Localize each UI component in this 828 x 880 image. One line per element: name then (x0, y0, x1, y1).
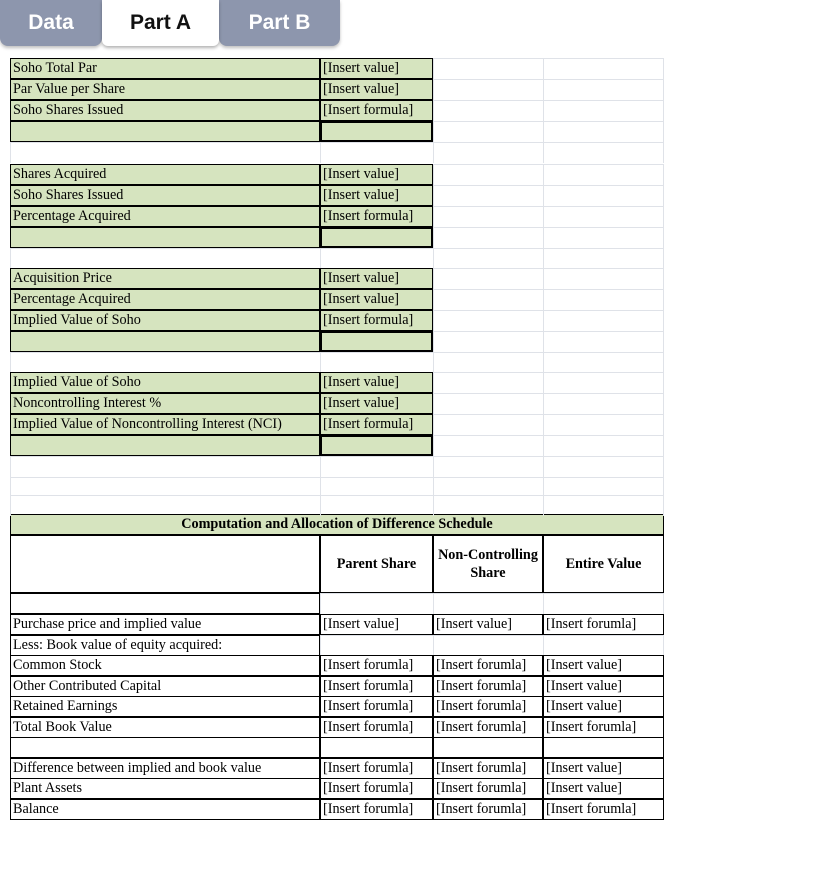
empty-cell[interactable] (10, 248, 320, 269)
row-label-cell[interactable]: Shares Acquired (10, 164, 320, 185)
parent-share-cell[interactable]: [Insert forumla] (320, 758, 433, 779)
header-non-controlling-share (433, 535, 543, 593)
blank-green-cell[interactable] (10, 435, 320, 456)
empty-cell[interactable] (320, 352, 433, 373)
schedule-label-cell[interactable]: Balance (10, 799, 320, 820)
empty-cell[interactable] (543, 58, 664, 79)
empty-cell[interactable] (433, 206, 543, 227)
empty-cell[interactable] (543, 435, 664, 456)
parent-share-cell[interactable]: [Insert forumla] (320, 696, 433, 717)
schedule-label-cell[interactable]: Purchase price and implied value (10, 614, 320, 635)
empty-cell[interactable] (543, 164, 664, 185)
empty-cell[interactable] (543, 495, 664, 516)
row-value-cell[interactable]: [Insert value] (320, 289, 433, 310)
empty-cell[interactable] (10, 593, 320, 614)
empty-cell[interactable] (543, 331, 664, 352)
input-row (10, 268, 664, 289)
schedule-label-cell[interactable]: Total Book Value (10, 717, 320, 738)
empty-cell[interactable] (433, 58, 543, 79)
row-label-cell[interactable]: Par Value per Share (10, 79, 320, 100)
header-entire-value: Entire Value (543, 535, 664, 593)
empty-cell[interactable] (433, 414, 543, 435)
schedule-row (10, 696, 664, 717)
sheet-tabs (0, 0, 340, 47)
entire-value-cell[interactable]: [Insert value] (543, 655, 664, 676)
schedule-row (10, 655, 664, 676)
entire-value-cell[interactable] (543, 737, 664, 758)
schedule-row (10, 737, 664, 758)
nci-share-cell[interactable]: [Insert forumla] (433, 717, 543, 738)
empty-cell[interactable] (433, 121, 543, 142)
empty-cell[interactable] (543, 414, 664, 435)
nci-share-cell[interactable]: [Insert forumla] (433, 655, 543, 676)
empty-cell[interactable] (10, 352, 320, 373)
empty-cell[interactable] (543, 227, 664, 248)
schedule-title: Computation and Allocation of Difference Schedule (10, 514, 664, 535)
row-value-cell[interactable]: [Insert value] (320, 268, 433, 289)
row-value-cell[interactable]: [Insert value] (320, 393, 433, 414)
empty-cell[interactable] (433, 79, 543, 100)
header-parent-share: Parent Share (320, 535, 433, 593)
tab-part-b[interactable]: Part B (219, 0, 340, 46)
parent-share-cell[interactable]: [Insert forumla] (320, 717, 433, 738)
empty-cell[interactable] (433, 352, 543, 373)
schedule-label-cell[interactable]: Plant Assets (10, 778, 320, 799)
schedule-label-cell[interactable]: Common Stock (10, 655, 320, 676)
schedule-row (10, 758, 664, 779)
schedule-row (10, 614, 664, 635)
spacer-row (10, 352, 664, 373)
empty-cell[interactable] (543, 310, 664, 331)
nci-share-cell[interactable] (433, 737, 543, 758)
input-row (10, 289, 664, 310)
empty-cell[interactable] (543, 289, 664, 310)
nci-share-cell[interactable]: [Insert forumla] (433, 676, 543, 697)
empty-cell[interactable] (433, 456, 543, 477)
empty-cell[interactable] (433, 495, 543, 516)
parent-share-cell[interactable]: [Insert forumla] (320, 778, 433, 799)
empty-cell[interactable] (543, 100, 664, 121)
nci-share-cell[interactable] (433, 635, 543, 656)
row-value-cell[interactable]: [Insert formula] (320, 414, 433, 435)
empty-cell[interactable] (543, 593, 664, 614)
row-label-cell[interactable]: Soho Total Par (10, 58, 320, 79)
row-label-cell[interactable]: Soho Shares Issued (10, 100, 320, 121)
empty-cell[interactable] (543, 248, 664, 269)
empty-cell[interactable] (320, 593, 433, 614)
header-nci-line2: Share (470, 565, 506, 581)
input-row (10, 79, 664, 100)
blank-green-cell[interactable] (10, 331, 320, 352)
input-row (10, 414, 664, 435)
empty-cell[interactable] (433, 331, 543, 352)
spacer-row (10, 456, 664, 477)
row-label-cell[interactable]: Soho Shares Issued (10, 185, 320, 206)
row-label-cell[interactable]: Implied Value of Soho (10, 310, 320, 331)
row-label-cell[interactable]: Implied Value of Noncontrolling Interest (NCI) (10, 414, 320, 435)
empty-cell[interactable] (433, 164, 543, 185)
input-row (10, 331, 664, 352)
empty-cell[interactable] (433, 268, 543, 289)
input-row (10, 310, 664, 331)
empty-cell[interactable] (433, 593, 543, 614)
schedule-row (10, 778, 664, 799)
row-value-cell[interactable]: [Insert formula] (320, 310, 433, 331)
empty-cell[interactable] (543, 206, 664, 227)
empty-cell[interactable] (433, 435, 543, 456)
tab-data[interactable]: Data (0, 0, 102, 46)
blank-green-cell[interactable] (320, 331, 433, 352)
parent-share-cell[interactable]: [Insert forumla] (320, 799, 433, 820)
empty-cell[interactable] (433, 248, 543, 269)
row-value-cell[interactable]: [Insert formula] (320, 206, 433, 227)
input-row (10, 100, 664, 121)
schedule-row (10, 676, 664, 697)
input-row (10, 372, 664, 393)
entire-value-cell[interactable]: [Insert value] (543, 676, 664, 697)
empty-cell[interactable] (433, 310, 543, 331)
nci-share-cell[interactable]: [Insert forumla] (433, 778, 543, 799)
entire-value-cell[interactable]: [Insert forumla] (543, 614, 664, 635)
entire-value-cell[interactable]: [Insert forumla] (543, 717, 664, 738)
empty-cell[interactable] (10, 495, 320, 516)
empty-cell[interactable] (543, 372, 664, 393)
schedule-row (10, 635, 664, 656)
empty-cell[interactable] (543, 393, 664, 414)
input-row (10, 206, 664, 227)
header-blank-cell[interactable] (10, 535, 320, 593)
schedule-label-cell[interactable] (10, 737, 320, 758)
empty-cell[interactable] (433, 185, 543, 206)
empty-cell[interactable] (543, 352, 664, 373)
row-value-cell[interactable]: [Insert value] (320, 164, 433, 185)
empty-cell[interactable] (433, 142, 543, 163)
parent-share-cell[interactable] (320, 635, 433, 656)
empty-cell[interactable] (543, 142, 664, 163)
input-row (10, 435, 664, 456)
entire-value-cell[interactable]: [Insert value] (543, 696, 664, 717)
row-value-cell[interactable]: [Insert value] (320, 372, 433, 393)
row-label-cell[interactable]: Noncontrolling Interest % (10, 393, 320, 414)
blank-green-cell[interactable] (320, 227, 433, 248)
empty-cell[interactable] (433, 100, 543, 121)
blank-green-cell[interactable] (10, 227, 320, 248)
empty-cell[interactable] (543, 121, 664, 142)
schedule-label-cell[interactable]: Retained Earnings (10, 696, 320, 717)
parent-share-cell[interactable]: [Insert forumla] (320, 655, 433, 676)
input-row (10, 121, 664, 142)
empty-cell[interactable] (543, 79, 664, 100)
entire-value-cell[interactable]: [Insert forumla] (543, 799, 664, 820)
row-label-cell[interactable]: Implied Value of Soho (10, 372, 320, 393)
entire-value-cell[interactable]: [Insert value] (543, 758, 664, 779)
input-row (10, 58, 664, 79)
nci-share-cell[interactable]: [Insert forumla] (433, 799, 543, 820)
entire-value-cell[interactable]: [Insert value] (543, 778, 664, 799)
empty-cell[interactable] (543, 185, 664, 206)
input-row (10, 185, 664, 206)
parent-share-cell[interactable] (320, 737, 433, 758)
row-value-cell[interactable]: [Insert value] (320, 185, 433, 206)
empty-cell[interactable] (433, 393, 543, 414)
nci-share-cell[interactable]: [Insert forumla] (433, 696, 543, 717)
schedule-label-cell[interactable]: Other Contributed Capital (10, 676, 320, 697)
input-row (10, 393, 664, 414)
blank-green-cell[interactable] (320, 435, 433, 456)
empty-cell[interactable] (10, 456, 320, 477)
empty-cell[interactable] (10, 142, 320, 163)
row-label-cell[interactable]: Percentage Acquired (10, 289, 320, 310)
empty-cell[interactable] (433, 227, 543, 248)
parent-share-cell[interactable]: [Insert value] (320, 614, 433, 635)
row-value-cell[interactable]: [Insert value] (320, 58, 433, 79)
entire-value-cell[interactable] (543, 635, 664, 656)
blank-green-cell[interactable] (10, 121, 320, 142)
empty-cell[interactable] (543, 268, 664, 289)
row-value-cell[interactable]: [Insert formula] (320, 100, 433, 121)
tab-part-a[interactable]: Part A (102, 0, 219, 46)
row-value-cell[interactable]: [Insert value] (320, 79, 433, 100)
blank-green-cell[interactable] (320, 121, 433, 142)
spacer-row (10, 248, 664, 269)
row-label-cell[interactable]: Acquisition Price (10, 268, 320, 289)
row-label-cell[interactable]: Percentage Acquired (10, 206, 320, 227)
empty-cell[interactable] (433, 289, 543, 310)
empty-cell[interactable] (320, 456, 433, 477)
empty-cell[interactable] (543, 456, 664, 477)
schedule-label-cell[interactable]: Less: Book value of equity acquired: (10, 635, 320, 656)
spacer-row (10, 495, 664, 516)
empty-cell[interactable] (320, 248, 433, 269)
empty-cell[interactable] (433, 372, 543, 393)
schedule-label-cell[interactable]: Difference between implied and book value (10, 758, 320, 779)
nci-share-cell[interactable]: [Insert value] (433, 614, 543, 635)
input-row (10, 164, 664, 185)
input-row (10, 227, 664, 248)
schedule-row (10, 799, 664, 820)
parent-share-cell[interactable]: [Insert forumla] (320, 676, 433, 697)
empty-cell[interactable] (320, 142, 433, 163)
schedule-row (10, 717, 664, 738)
empty-cell[interactable] (320, 495, 433, 516)
spacer-row (10, 142, 664, 163)
blank-row (10, 593, 664, 614)
nci-share-cell[interactable]: [Insert forumla] (433, 758, 543, 779)
header-nci-line1: Non-Controlling (438, 547, 538, 563)
